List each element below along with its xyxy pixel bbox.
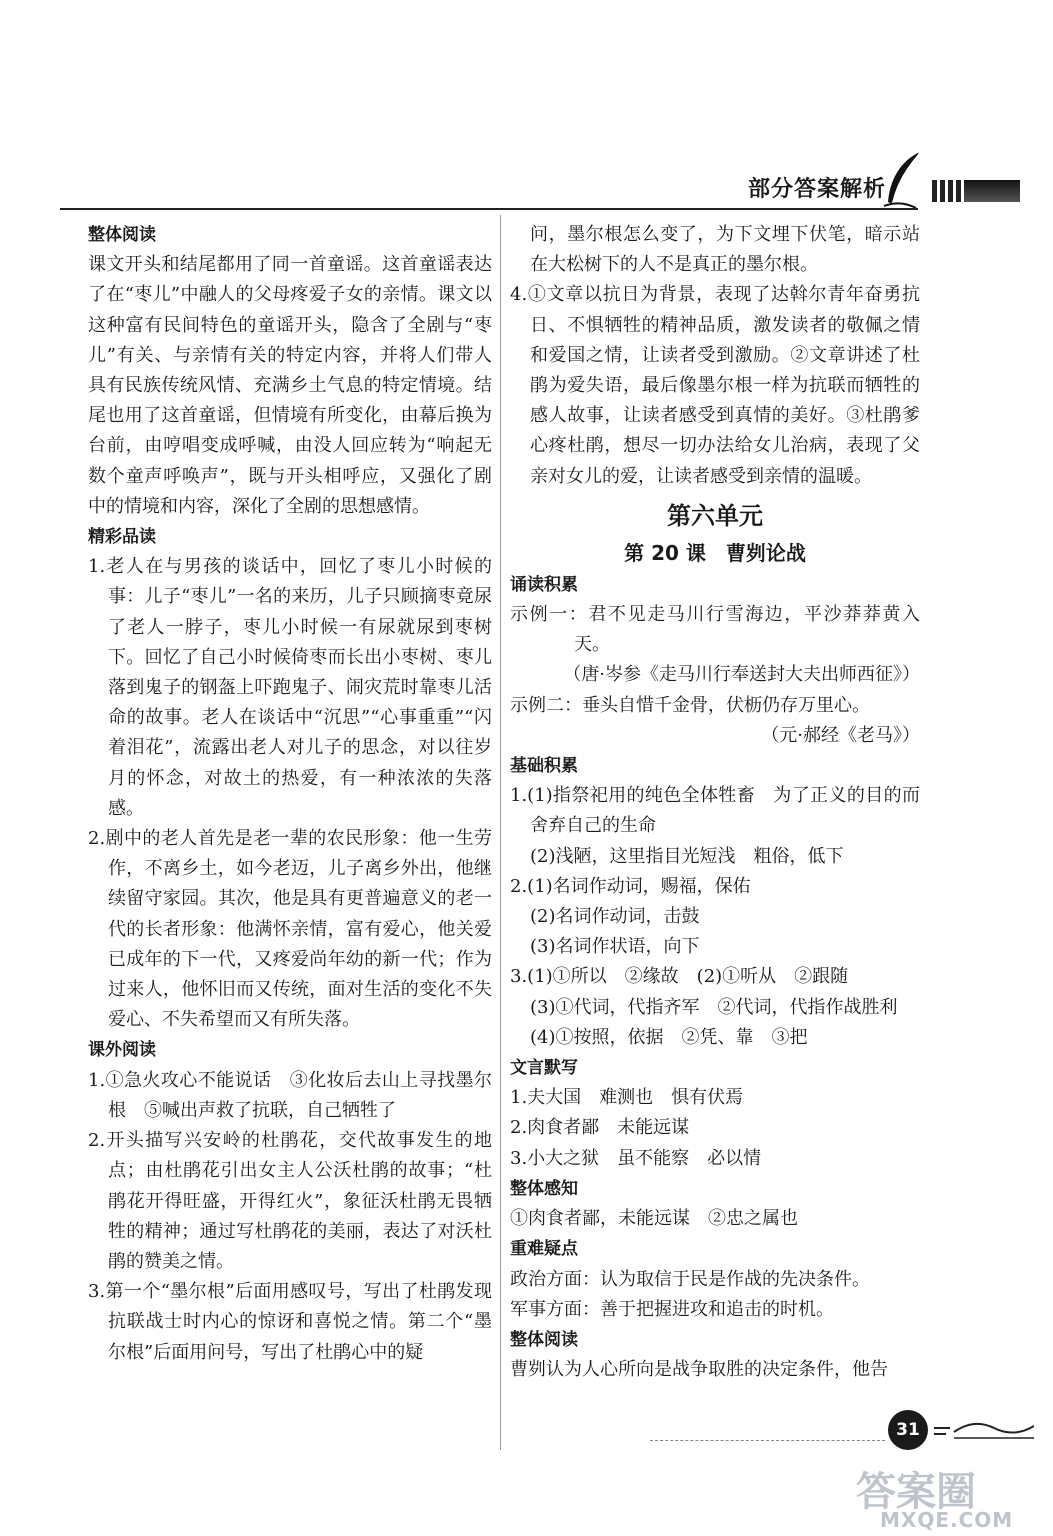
highlight-item: 1.老人在与男孩的谈话中，回忆了枣儿小时候的事：儿子“枣儿”一名的来历，儿子只顾摘枣竟尿了老人一脖子，枣儿小时候一有尿就尿到枣树下。回忆了自己小时候倚枣而长出小枣树、枣儿落到鬼子的钢盔上吓跑鬼子、闹灾荒时靠枣儿活命的故事。老人在谈话中“沉思”“心事重重”“闪着泪花”，流露出老人对儿子的思念，对以往岁月的怀念，对故土的热爱，有一种浓浓的失落感。 <box>88 556 492 819</box>
lesson-title: 第 20 课 曹刿论战 <box>624 540 806 565</box>
recite-example-2: 示例二：垂头自惜千金骨，伏枥仍存万里心。 <box>510 694 870 716</box>
dictation-item: 3.小大之狱 虽不能察 必以情 <box>510 1147 762 1169</box>
overall-reading-text: 课文开头和结尾都用了同一首童谣。这首童谣表达了在“枣儿”中融人的父母疼爱子女的亲情。课文以这种富有民间特色的童谣开头，隐含了全剧与“枣儿”有关、与亲情有关的特定内容，并将人们带人具有民族传统风情、充满乡土气息的特定情境。结尾也用了这首童谣，但情境有所变化，由幕后换为台前，由哼唱变成呼喊，由没人回应转为“响起无数个童声呼唤声”，既与开头相呼应，又强化了剧中的情境和内容，深化了全剧的思想感情。 <box>88 254 492 517</box>
page-header <box>0 150 1053 210</box>
overall-reading-text-2: 曹刿认为人心所向是战争取胜的决定条件，他告 <box>510 1359 888 1381</box>
extra-reading-item-4: 4.①文章以抗日为背景，表现了达斡尔青年奋勇抗日、不惧牺牲的精神品质，激发读者的敬佩之情和爱国之情，让读者受到激励。②文章讲述了杜鹃为爱失语，最后像墨尔根一样为抗联而牺牲的感人故事，让读者感受到真情的美好。③杜鹃爹心疼杜鹃，想尽一切办法给女儿治病，表现了父亲对女儿的爱，让读者感受到亲情的温暖。 <box>510 284 920 487</box>
basic-item: (2)名词作动词，击鼓 <box>530 906 700 928</box>
extra-reading-item: 3.第一个“墨尔根”后面用感叹号，写出了杜鹃发现抗联战士时内心的惊讶和喜悦之情。第二个“墨尔根”后面用问号，写出了杜鹃心中的疑 <box>88 1281 492 1363</box>
section-heading-highlights: 精彩品读 <box>88 527 156 548</box>
section-heading-difficult: 重难疑点 <box>510 1239 578 1260</box>
perceive-text: ①肉食者鄙，未能远谋 ②忠之属也 <box>510 1208 798 1230</box>
header-title: 部分答案解析 <box>748 177 887 202</box>
section-heading-overall-reading-2: 整体阅读 <box>510 1329 578 1350</box>
header-rule <box>60 208 918 210</box>
basic-item: (4)①按照，依据 ②凭、靠 ③把 <box>530 1026 808 1048</box>
recite-example-1-source: （唐·岑参《走马川行奉送封大夫出师西征》） <box>563 664 920 686</box>
basic-item: (2)浅陋，这里指目光短浅 粗俗，低下 <box>530 845 844 867</box>
footer-lines-decoration <box>934 1414 1034 1444</box>
quill-icon <box>880 150 928 210</box>
basic-item: 2.(1)名词作动词，赐福，保佑 <box>510 875 751 897</box>
unit-title: 第六单元 <box>667 501 763 530</box>
continued-text: 问，墨尔根怎么变了，为下文埋下伏笔，暗示站在大松树下的人不是真正的墨尔根。 <box>530 224 920 276</box>
section-heading-dictation: 文言默写 <box>510 1058 578 1079</box>
column-divider <box>500 215 501 1450</box>
difficult-item: 军事方面：善于把握进攻和追击的时机。 <box>510 1298 834 1320</box>
basic-item: (3)①代词，代指齐军 ②代词，代指作战胜利 <box>530 996 898 1018</box>
section-heading-overall-reading: 整体阅读 <box>88 225 156 245</box>
dictation-item: 1.夫大国 难测也 惧有伏焉 <box>510 1087 744 1109</box>
footer-dashed-rule <box>650 1440 885 1441</box>
basic-item: (3)名词作状语，向下 <box>530 936 700 958</box>
extra-reading-item: 1.①急火攻心不能说话 ③化妆后去山上寻找墨尔根 ⑤喊出声救了抗联，自己牺牲了 <box>88 1069 492 1121</box>
left-column <box>88 220 492 1368</box>
section-heading-extra-reading: 课外阅读 <box>88 1040 156 1061</box>
recite-example-2-source: （元·郝经《老马》） <box>761 724 920 746</box>
watermark-logo: 答案圈 <box>856 1469 976 1515</box>
recite-example-1: 示例一：君不见走马川行雪海边，平沙莽莽黄入天。 <box>510 604 920 656</box>
basic-item: 3.(1)①所以 ②缘故 (2)①听从 ②跟随 <box>510 966 849 988</box>
watermark-url: MXQE.COM <box>880 1508 1014 1532</box>
dictation-item: 2.肉食者鄙 未能远谋 <box>510 1117 690 1139</box>
difficult-item: 政治方面：认为取信于民是作战的先决条件。 <box>510 1268 870 1290</box>
page-number: 31 <box>888 1410 928 1450</box>
section-heading-recite: 诵读积累 <box>510 574 578 595</box>
right-column <box>510 220 920 1385</box>
section-heading-basic: 基础积累 <box>510 756 578 777</box>
header-bars-decoration <box>932 180 1020 202</box>
basic-item: 1.(1)指祭祀用的纯色全体牲畜 为了正义的目的而舍弃自己的生命 <box>510 785 920 837</box>
highlight-item: 2.剧中的老人首先是老一辈的农民形象：他一生劳作，不离乡土，如今老迈，儿子离乡外出，他继续留守家园。其次，他是具有更普遍意义的老一代的长者形象：他满怀亲情，富有爱心，他关爱已成年的下一代，又疼爱尚年幼的新一代；作为过来人，他怀旧而又传统，面对生活的变化不失爱心、不失希望而又有所失落。 <box>88 828 492 1031</box>
page-footer <box>0 1400 1053 1532</box>
section-heading-perceive: 整体感知 <box>510 1178 578 1199</box>
basic-list <box>510 781 920 1053</box>
extra-reading-item: 2.开头描写兴安岭的杜鹃花，交代故事发生的地点；由杜鹃花引出女主人公沃杜鹃的故事；“杜鹃花开得旺盛，开得红火”，象征沃杜鹃无畏牺牲的精神；通过写杜鹃花的美丽，表达了对沃杜鹃的赞美之情。 <box>88 1130 492 1272</box>
